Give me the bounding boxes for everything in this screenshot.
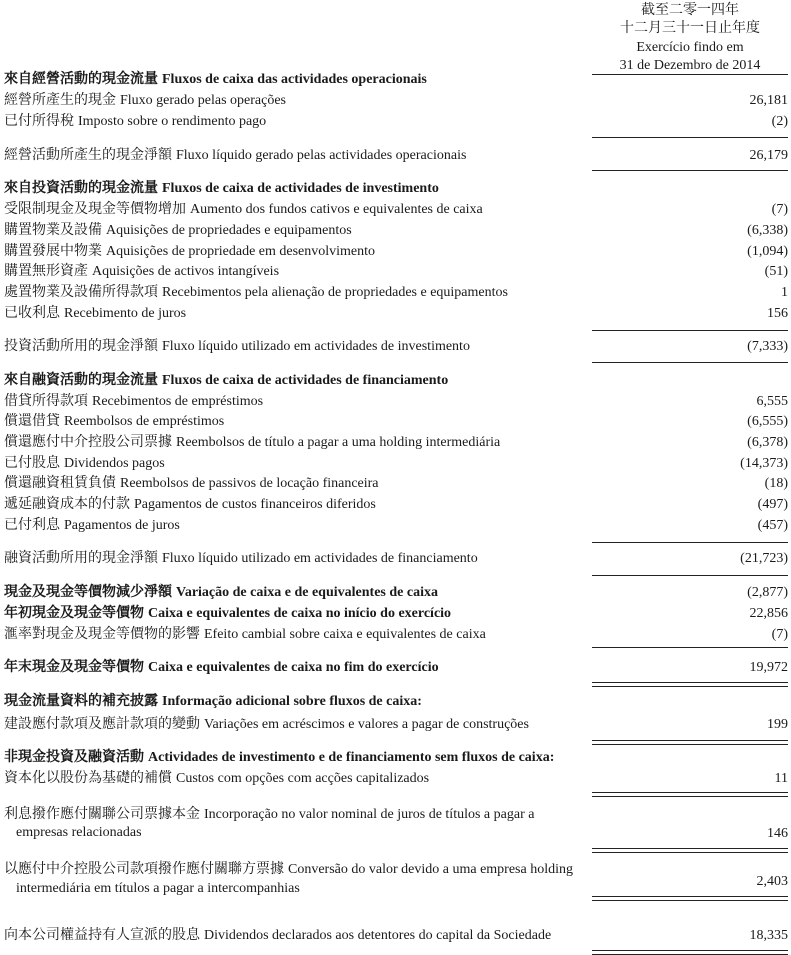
underline bbox=[592, 170, 788, 171]
underline bbox=[592, 647, 788, 648]
row-label bbox=[4, 71, 427, 89]
row-label bbox=[4, 770, 429, 788]
label-chinese: 借貸所得款項 bbox=[4, 394, 88, 409]
label-portuguese: Reembolsos de empréstimos bbox=[64, 414, 225, 429]
label-portuguese: Fluxo líquido utilizado em actividades de financiamento bbox=[162, 551, 478, 566]
label-portuguese: Fluxo gerado pelas operações bbox=[120, 93, 286, 108]
label-chinese: 遞延融資成本的付款 bbox=[4, 497, 130, 512]
underline bbox=[592, 542, 788, 543]
label-portuguese: Variação de caixa e de equivalentes de caixa bbox=[176, 585, 438, 600]
row-label bbox=[4, 861, 573, 879]
label-chinese: 已付所得稅 bbox=[4, 114, 74, 129]
label-chinese: 來自經營活動的現金流量 bbox=[4, 72, 158, 87]
label-chinese: 購置發展中物業 bbox=[4, 244, 102, 259]
label-chinese: 已收利息 bbox=[4, 306, 60, 321]
row-label bbox=[4, 113, 266, 131]
label-portuguese: Aquisições de propriedades e equipamentos bbox=[106, 223, 352, 238]
label-portuguese: Fluxo líquido gerado pelas actividades operacionais bbox=[176, 148, 467, 163]
label-continuation: intermediária em títulos a pagar a intercompanhias bbox=[16, 881, 300, 896]
row-value: 26,179 bbox=[749, 148, 788, 163]
label-continuation: empresas relacionadas bbox=[16, 825, 142, 840]
header-line-zh-1: 截至二零一四年 bbox=[641, 3, 739, 18]
row-label bbox=[4, 305, 186, 323]
row-label bbox=[4, 263, 279, 281]
label-portuguese: Fluxos de caixa de actividades de financiamento bbox=[162, 373, 449, 388]
row-label bbox=[4, 659, 439, 677]
label-chinese: 償還融資租賃負債 bbox=[4, 476, 116, 491]
label-chinese: 以應付中介控股公司款項撥作應付關聯方票據 bbox=[4, 862, 284, 877]
label-portuguese: Aquisições de activos intangíveis bbox=[92, 264, 280, 279]
label-chinese: 利息撥作應付關聯公司票據本金 bbox=[4, 807, 200, 822]
label-portuguese: Caixa e equivalentes de caixa no fim do exercício bbox=[148, 660, 439, 675]
label-portuguese: Informação adicional sobre fluxos de caixa: bbox=[162, 694, 422, 709]
row-value: (21,723) bbox=[740, 551, 788, 566]
label-portuguese: Conversão do valor devido a uma empresa holding bbox=[288, 862, 573, 877]
row-label bbox=[4, 550, 478, 568]
label-portuguese: Aumento dos fundos cativos e equivalentes de caixa bbox=[190, 202, 483, 217]
row-value: (7) bbox=[771, 202, 788, 217]
row-label bbox=[4, 393, 263, 411]
label-chinese: 年初現金及現金等價物 bbox=[4, 606, 144, 621]
label-portuguese: Fluxo líquido utilizado em actividades de investimento bbox=[162, 339, 470, 354]
row-value: (51) bbox=[764, 264, 788, 279]
label-chinese: 建設應付款項及應計款項的變動 bbox=[4, 717, 200, 732]
row-label bbox=[4, 716, 529, 734]
double-underline bbox=[592, 792, 788, 797]
row-label bbox=[4, 180, 439, 198]
label-portuguese: Reembolsos de passivos de locação financeira bbox=[120, 476, 379, 491]
row-value: (14,373) bbox=[740, 456, 788, 471]
row-value: 6,555 bbox=[756, 394, 788, 409]
row-value: 19,972 bbox=[749, 660, 788, 675]
row-label bbox=[4, 693, 422, 711]
underline bbox=[592, 575, 788, 576]
row-value: (1,094) bbox=[747, 244, 788, 259]
label-chinese: 滙率對現金及現金等價物的影響 bbox=[4, 627, 200, 642]
label-portuguese: Dividendos declarados aos detentores do capital da Sociedade bbox=[204, 928, 552, 943]
header-line-pt-2: 31 de Dezembro de 2014 bbox=[619, 58, 761, 73]
label-chinese: 償還借貸 bbox=[4, 414, 60, 429]
label-chinese: 購置無形資產 bbox=[4, 264, 88, 279]
row-label bbox=[4, 284, 508, 302]
row-value: (7) bbox=[771, 627, 788, 642]
underline bbox=[592, 362, 788, 363]
row-label bbox=[4, 475, 379, 493]
row-value: 11 bbox=[774, 771, 788, 786]
double-underline bbox=[592, 740, 788, 745]
label-chinese: 受限制現金及現金等價物增加 bbox=[4, 202, 186, 217]
row-label bbox=[4, 455, 165, 473]
label-portuguese: Reembolsos de título a pagar a uma holding intermediária bbox=[176, 435, 501, 450]
row-label bbox=[4, 927, 551, 945]
label-portuguese: Dividendos pagos bbox=[64, 456, 165, 471]
label-portuguese: Incorporação no valor nominal de juros de títulos a pagar a bbox=[204, 807, 535, 822]
double-underline bbox=[592, 950, 788, 955]
label-chinese: 非現金投資及融資活動 bbox=[4, 750, 144, 765]
label-portuguese: Imposto sobre o rendimento pago bbox=[78, 114, 267, 129]
underline bbox=[592, 137, 788, 138]
row-label bbox=[4, 222, 352, 240]
label-chinese: 融資活動所用的現金淨額 bbox=[4, 551, 158, 566]
row-label bbox=[4, 92, 286, 110]
label-portuguese: Efeito cambial sobre caixa e equivalentes de caixa bbox=[204, 627, 486, 642]
row-label bbox=[4, 372, 448, 390]
label-portuguese: Aquisições de propriedade em desenvolvimento bbox=[106, 244, 376, 259]
header-line-pt-1: Exercício findo em bbox=[636, 40, 744, 55]
label-chinese: 經營活動所產生的現金淨額 bbox=[4, 148, 172, 163]
header-line-zh-2: 十二月三十一日止年度 bbox=[620, 21, 760, 36]
row-value: 199 bbox=[767, 717, 788, 732]
underline bbox=[592, 74, 788, 75]
label-portuguese: Actividades de investimento e de financiamento sem fluxos de caixa: bbox=[148, 750, 555, 765]
row-value: (6,338) bbox=[747, 223, 788, 238]
label-chinese: 購置物業及設備 bbox=[4, 223, 102, 238]
row-value: (7,333) bbox=[747, 339, 788, 354]
row-value: 22,856 bbox=[749, 606, 788, 621]
label-portuguese: Variações em acréscimos e valores a pagar de construções bbox=[204, 717, 529, 732]
underline bbox=[592, 330, 788, 331]
label-chinese: 經營所產生的現金 bbox=[4, 93, 116, 108]
label-chinese: 向本公司權益持有人宣派的股息 bbox=[4, 928, 200, 943]
label-chinese: 處置物業及設備所得款項 bbox=[4, 285, 158, 300]
row-label bbox=[4, 201, 483, 219]
row-value: (18) bbox=[764, 476, 788, 491]
label-portuguese: Custos com opções com acções capitalizados bbox=[176, 771, 430, 786]
row-label bbox=[4, 749, 554, 767]
row-value: (2,877) bbox=[747, 585, 788, 600]
label-portuguese: Fluxos de caixa de actividades de investimento bbox=[162, 181, 439, 196]
double-underline bbox=[592, 682, 788, 687]
label-chinese: 現金及現金等價物減少淨額 bbox=[4, 585, 172, 600]
row-label bbox=[4, 147, 466, 165]
row-label bbox=[4, 605, 451, 623]
double-underline bbox=[592, 896, 788, 901]
label-portuguese: Caixa e equivalentes de caixa no início do exercício bbox=[148, 606, 452, 621]
label-chinese: 償還應付中介控股公司票據 bbox=[4, 435, 172, 450]
label-portuguese: Pagamentos de juros bbox=[64, 518, 180, 533]
row-value: 146 bbox=[767, 826, 788, 841]
label-portuguese: Fluxos de caixa das actividades operacionais bbox=[162, 72, 427, 87]
label-portuguese: Recebimento de juros bbox=[64, 306, 187, 321]
label-portuguese: Recebimentos de empréstimos bbox=[92, 394, 264, 409]
row-value: 18,335 bbox=[749, 928, 788, 943]
row-label bbox=[4, 243, 375, 261]
label-chinese: 已付股息 bbox=[4, 456, 60, 471]
row-label bbox=[4, 496, 376, 514]
row-label bbox=[4, 626, 486, 644]
row-value: (457) bbox=[757, 518, 788, 533]
label-chinese: 來自融資活動的現金流量 bbox=[4, 373, 158, 388]
label-chinese: 資本化以股份為基礎的補償 bbox=[4, 771, 172, 786]
label-chinese: 投資活動所用的現金淨額 bbox=[4, 339, 158, 354]
row-label bbox=[4, 517, 180, 535]
row-value: 26,181 bbox=[749, 93, 788, 108]
row-value: (2) bbox=[771, 114, 788, 129]
double-underline bbox=[592, 848, 788, 853]
row-value: (6,378) bbox=[747, 435, 788, 450]
label-chinese: 已付利息 bbox=[4, 518, 60, 533]
row-label bbox=[4, 413, 224, 431]
label-chinese: 年末現金及現金等價物 bbox=[4, 660, 144, 675]
row-value: (497) bbox=[757, 497, 788, 512]
label-chinese: 來自投資活動的現金流量 bbox=[4, 181, 158, 196]
row-label bbox=[4, 434, 500, 452]
row-value: 2,403 bbox=[756, 874, 788, 889]
row-label bbox=[4, 338, 470, 356]
row-value: (6,555) bbox=[747, 414, 788, 429]
row-label bbox=[4, 584, 438, 602]
label-portuguese: Recebimentos pela alienação de propriedades e equipamentos bbox=[162, 285, 508, 300]
label-portuguese: Pagamentos de custos financeiros diferidos bbox=[134, 497, 376, 512]
row-value: 1 bbox=[781, 285, 788, 300]
row-label bbox=[4, 806, 534, 824]
row-value: 156 bbox=[767, 306, 788, 321]
label-chinese: 現金流量資料的補充披露 bbox=[4, 694, 158, 709]
